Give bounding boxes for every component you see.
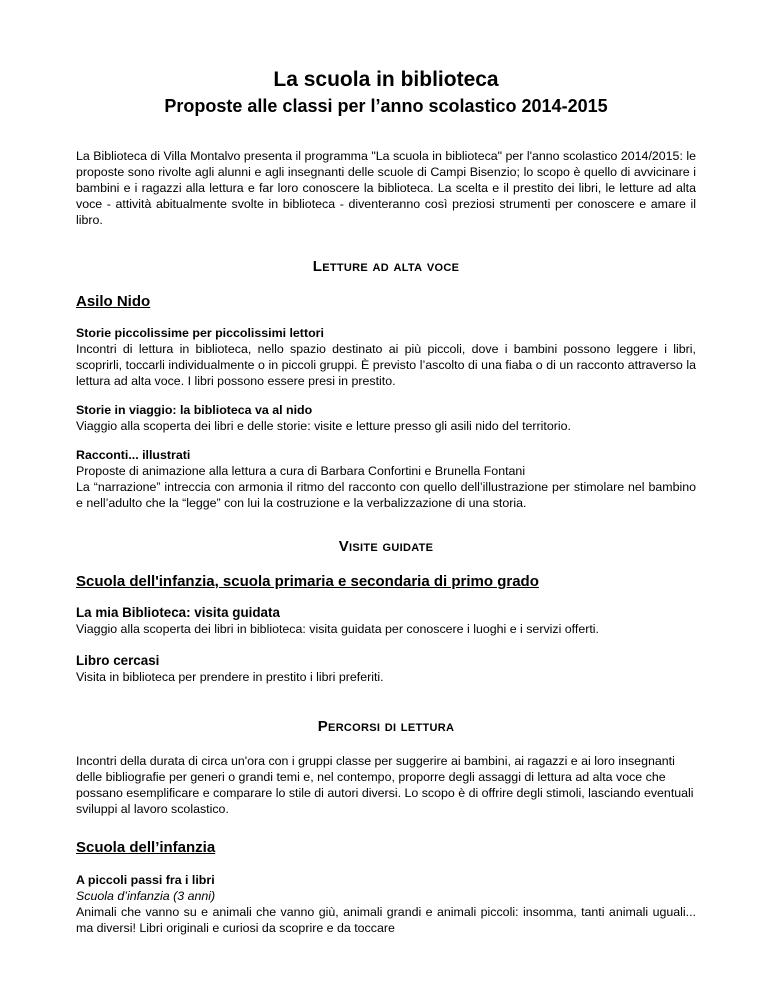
intro-paragraph: La Biblioteca di Villa Montalvo presenta il programma "La scuola in biblioteca" per l'anno scolastico 2014/2015: le proposte sono rivolte agli alunni e agli insegnanti delle scuole di Campi Bisenzio; lo scopo è quello di avvicinare i bambini e i ragazzi alla lettura e far loro conoscere la biblioteca. La scelta e il prestito dei libri, le letture ad alta voce - attività abitualmente svolte in biblioteca - diventeranno così preziosi strumenti per conoscere e amare il libro. <box>76 149 696 227</box>
item-text-secondary: La “narrazione” intreccia con armonia il ritmo del racconto con quello dell’illustrazione per stimolare nel bambino e nell’adulto che la “legge” con lui la costruzione e la verbalizzazione di una storia. <box>76 480 696 510</box>
item-title: A piccoli passi fra i libri <box>76 873 215 887</box>
document-title: La scuola in biblioteca <box>273 68 499 91</box>
group-heading-infanzia: Scuola dell’infanzia <box>76 839 216 856</box>
item-title: Storie in viaggio: la biblioteca va al nido <box>76 403 313 417</box>
list-item <box>76 605 696 637</box>
list-item <box>76 325 696 389</box>
item-title: Racconti... illustrati <box>76 448 191 462</box>
group-heading-scuole: Scuola dell'infanzia, scuola primaria e secondaria di primo grado <box>76 573 539 590</box>
item-target: Scuola d’infanzia (3 anni) <box>76 889 216 903</box>
section-heading-visite: Visite guidate <box>338 538 434 555</box>
item-text: Viaggio alla scoperta dei libri in biblioteca: visita guidata per conoscere i luoghi e i servizi offerti. <box>76 622 599 636</box>
item-text: Viaggio alla scoperta dei libri e delle storie: visite e letture presso gli asili nido del territorio. <box>76 419 571 433</box>
list-item <box>76 653 696 685</box>
document-header <box>76 68 696 117</box>
item-text: Animali che vanno su e animali che vanno giù, animali grandi e animali piccoli: insomma, tanti animali uguali... ma diversi! Libri originali e curiosi da scoprire e da toccare <box>76 905 696 935</box>
list-item <box>76 447 696 511</box>
item-title: La mia Biblioteca: visita guidata <box>76 605 280 620</box>
item-text: Proposte di animazione alla lettura a cura di Barbara Confortini e Brunella Fontani <box>76 464 526 478</box>
item-title: Libro cercasi <box>76 653 160 668</box>
item-text: Visita in biblioteca per prendere in prestito i libri preferiti. <box>76 670 384 684</box>
list-item <box>76 872 696 936</box>
item-title: Storie piccolissime per piccolissimi lettori <box>76 326 324 340</box>
percorsi-paragraph: Incontri della durata di circa un'ora con i gruppi classe per suggerire ai bambini, ai ragazzi e ai loro insegnanti delle bibliografie per generi o grandi temi e, nel contempo, proporre degli assaggi di lettura ad alta voce che possano esemplificare e comparare lo stile di autori diversi. Lo scopo è di offrire degli stimoli, lasciando eventuali sviluppi al lavoro scolastico. <box>76 754 694 816</box>
section-heading-percorsi: Percorsi di lettura <box>317 718 455 735</box>
group-heading-asilo-nido: Asilo Nido <box>76 293 151 310</box>
item-text: Incontri di lettura in biblioteca, nello spazio destinato ai più piccoli, dove i bambini possono leggere i libri, scoprirli, toccarli individualmente o in piccoli gruppi. È previsto l’ascolto di una fiaba o di un racconto attraverso la lettura ad alta voce. I libri possono essere presi in prestito. <box>76 342 696 388</box>
document-subtitle: Proposte alle classi per l’anno scolastico 2014-2015 <box>164 96 608 116</box>
section-heading-letture: Letture ad alta voce <box>312 258 460 275</box>
list-item <box>76 402 696 434</box>
